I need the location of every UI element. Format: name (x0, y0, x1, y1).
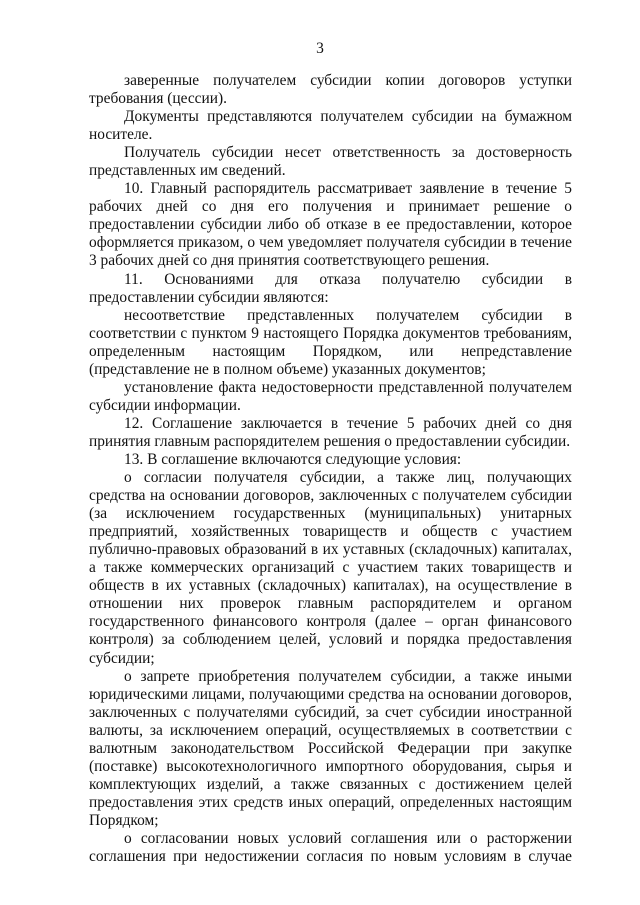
paragraph-responsibility: Получатель субсидии несет ответственность за достоверность представленных им сведений. (89, 144, 572, 180)
paragraph-unreliability: установление факта недостоверности представленной получателем субсидии информации. (89, 378, 572, 414)
paragraph-nonconformity: несоответствие представленных получателем субсидии в соответствии с пунктом 9 настоящего Порядка документов требованиям, определенным настоящим Порядком, или непредставление (представление не в полном объеме) указанных документов; (89, 306, 572, 378)
paragraph-item-10: 10. Главный распорядитель рассматривает заявление в течение 5 рабочих дней со дня его получения и принимает решение о предоставлении субсидии либо об отказе в ее предоставлении, которое оформляется приказом, о чем уведомляет получателя субсидии в течение 3 рабочих дней со дня принятия соответствующего решения. (89, 180, 572, 270)
paragraph-item-12: 12. Соглашение заключается в течение 5 рабочих дней со дня принятия главным распорядителем решения о предоставлении субсидии. (89, 414, 572, 450)
document-body (89, 72, 572, 866)
paragraph-item-11: 11. Основаниями для отказа получателю субсидии в предоставлении субсидии являются: (89, 270, 572, 306)
page-number: 3 (316, 40, 324, 57)
paragraph-item-13: 13. В соглашение включаются следующие условия: (124, 450, 462, 468)
paragraph-consent: о согласии получателя субсидии, а также лиц, получающих средства на основании договоров, заключенных с получателем субсидии (за исключением государственных (муниципальных) унитарных предприятий, хозяйственных товариществ и обществ с участием публично-правовых образований в их уставных (складочных) капиталах, а также коммерческих организаций с участием таких товариществ и обществ в их уставных (складочных) капиталах), на осуществление в отношении них проверок главным распорядителем и органом государственного финансового контроля (далее – орган финансового контроля) за соблюдением целей, условий и порядка предоставления субсидии; (89, 469, 572, 667)
paragraph-currency-ban: о запрете приобретения получателем субсидии, а также иными юридическими лицами, получающими средства на основании договоров, заключенных с получателями субсидий, за счет субсидии иностранной валюты, за исключением операций, осуществляемых в соответствии с валютным законодательством Российской Федерации при закупке (поставке) высокотехнологичного импортного оборудования, сырья и комплектующих изделий, а также связанных с достижением целей предоставления этих средств иных операций, определенных настоящим Порядком; (89, 667, 572, 829)
paragraph-agreement-change: о согласовании новых условий соглашения или о расторжении соглашения при недостижении согласия по новым условиям в случае (89, 829, 572, 866)
paragraph-copies: заверенные получателем субсидии копии договоров уступки требования (цессии). (89, 72, 572, 108)
paragraph-paper-media: Документы представляются получателем субсидии на бумажном носителе. (89, 108, 572, 144)
